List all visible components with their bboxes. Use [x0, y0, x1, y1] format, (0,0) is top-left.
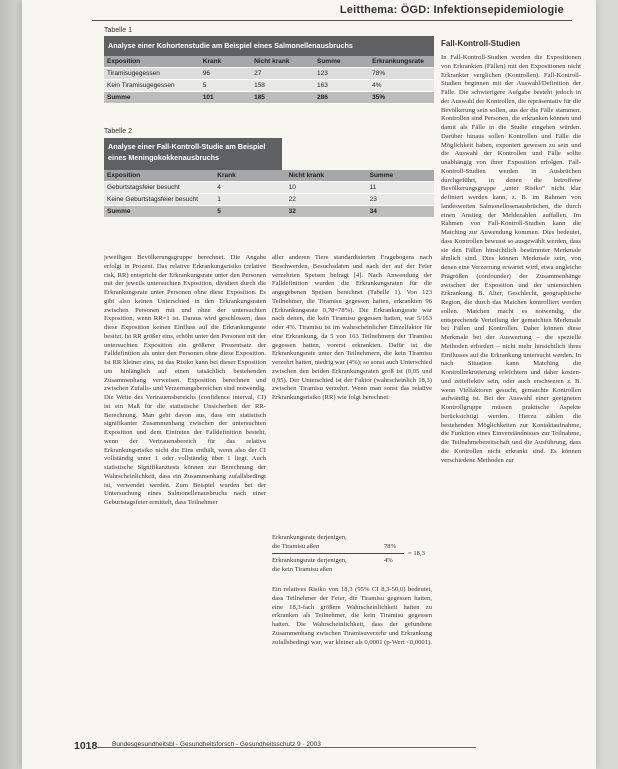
table-cell: 35% [372, 94, 386, 101]
table-row [104, 194, 434, 206]
document-page [22, 0, 596, 769]
formula-numerator-line1: Erkrankungsrate derjenigen, [272, 534, 347, 541]
table-cell: Summe [107, 94, 131, 101]
table-row [104, 80, 434, 92]
table-cell: 10 [288, 184, 296, 191]
table-cell: 32 [288, 208, 296, 215]
table-cell: Summe [107, 208, 131, 215]
table-cell: 22 [288, 196, 296, 203]
table-cell: Geburtstagsfeier besucht [107, 184, 180, 191]
table-cell: 4 [217, 184, 221, 191]
table-row [104, 182, 434, 194]
table-cell: 163 [316, 82, 328, 89]
middle-column-text-after-formula: Ein relatives Risiko von 18,3 (95% CI 8,3-50,0) bedeutet, dass Teilnehmer der Feier, die Tiramisu gegessen hatten, eine 18,3-fach größere Wahrscheinlichkeit hatten zu erkranken als Teilnehmer, die kein Tiramisu gegessen hatten. Die Wahrscheinlichkeit, dass der gefundene Zusammenhang zwischen Tiramisuverzehr und Erkrankung zufallsbedingt war, war kleiner als 0,0001 (p-Wert <0,0001). [272, 586, 432, 646]
table1-label: Tabelle 1 [104, 27, 133, 34]
table1-col-exposition: Exposition [107, 58, 141, 65]
fraction-bar [272, 553, 404, 554]
table-cell: 27 [254, 70, 262, 77]
table-cell: 4% [372, 82, 382, 89]
table2-col-krank: Krank [217, 172, 236, 179]
relative-risk-formula [272, 534, 442, 576]
table-cell: 34 [369, 208, 377, 215]
table2-header-row [104, 170, 434, 182]
table2-title: Analyse einer Fall-Kontroll-Studie am Beispiel eines Meningokokkenausbruchs [104, 138, 282, 166]
right-column-text: In Fall-Kontroll-Studien werden die Expositionen von Erkrankten (Fällen) mit den Expositionen nicht Erkrankter verglichen (Kontrollen). Fall-Kontroll-Studien beginnen mit der Auswahl/Definition der Fälle. Die schwierigere Aufgabe besteht jedoch in der Auswahl der Kontrollen, die repräsentativ für die Bevölkerung sein sollen, aus der die Fälle stammen. Kontrollen sind Personen, die erkranken können und damit als Fälle in die Studie eingehen würden. Darüber hinaus sollen Kontrollen und Fälle die Möglichkeit haben, exponiert gewesen zu sein und die Auswahl der Kontrollen und Fälle sollte unabhängig von ihrer Exposition erfolgen. Fall-Kontroll-Studien werden in Ausbrüchen durchgeführt, in denen die betroffene Bevölkerungsgruppe „unter Risiko“ nicht klar definiert werden kann, z. B. im Rahmen von landesweiten Salmonellosenausbrüchen, die durch einen Anstieg der Meldezahlen auffallen. Im Rahmen von Fall-Kontroll-Studien kann die Matching zur Anwendung kommen. Dies bedeutet, dass Kontrollen bewusst so ausgewählt werden, dass sie den Fällen hinsichtlich bestimmter Merkmale ähnlich sind. Dies können Merkmale sein, von denen eine Verzerrung erwartet wird, etwa ungleiche Prägrößen (confounder) der Zusammenhänge zwischen der Exposition und der untersuchten Erkrankung. B. Alter, Geschlecht, geographische Region, die durch das Matchen kontrolliert werden sollen. Matchen macht es notwendig, die entsprechende Verteilung der gematchten Merkmale bei Fällen und Kontrollen. Daher können diese Merkmale bei der Auswertung – die spezielle Methoden erfordert – nicht mehr hinsichtlich ihres Einflusses auf die Erkrankung untersucht werden. In nach Situation kann Matching die Kontrollrekrutierung erleichtern und daher kosten- und zeiteffektiv sein, oder auch erschweren z. B. wenn Vielfaktoren gesucht, gematchte Kontrollen aufwändig ist. Bei der Auswahl einer geeigneten Kontrollgruppe müssen praktische Aspekte berücksichtigt werden. Hierzu zählen die bestehenden Möglichkeiten zur Kontaktaufnahme, die Funktion eines Einverständnisses zur Teilnahme, die Teilnahmebereitschaft und die Ausführung, dass die Kontrollen nicht erkrankt sind. Es können verschiedene Methoden zur [441, 54, 581, 464]
table2 [104, 138, 434, 218]
table1-sum-row [104, 92, 434, 104]
formula-result: = 18,3 [408, 550, 425, 557]
table-cell: 286 [316, 94, 328, 101]
table2-col-summe: Summe [369, 172, 394, 179]
table2-sum-row [104, 206, 434, 218]
table2-col-nicht-krank: Nicht krank [288, 172, 324, 179]
table1-col-krank: Krank [202, 58, 222, 65]
table-cell: Tiramisugegessen [107, 70, 160, 77]
table1-col-summe: Summe [316, 58, 341, 65]
table-cell: 5 [217, 208, 221, 215]
table-cell: Kein Tiramisugegessen [107, 82, 175, 89]
table-cell: 185 [254, 94, 265, 101]
table1-title: Analyse einer Kohortenstudie am Beispiel eines Salmonellenausbruchs [104, 36, 434, 56]
table-row [104, 68, 434, 80]
table1 [104, 36, 434, 104]
table-cell: 11 [369, 184, 377, 191]
formula-numerator-line2: die Tiramisu aßen [272, 543, 320, 550]
formula-denominator-line1: Erkrankungsrate derjenigen, [272, 557, 347, 564]
table-cell: Keine Geburtstagsfeier besucht [107, 196, 199, 203]
table-cell: 96 [202, 70, 210, 77]
table2-col-exposition: Exposition [107, 172, 141, 179]
table-cell: 101 [202, 94, 214, 101]
right-column-title: Fall-Kontroll-Studien [441, 39, 521, 48]
page-gutter-shadow [0, 0, 22, 769]
middle-column-text: aller anderen Tiere standardisierten Fragebogens nach Beschwerden, Besuchsdaten und nach der auf der Feier verzehrten Speisen befragt [4]. Nach Anwendung der Falldefinition wurden die Erkrankungsraten für die angegebenen Speisen berechnet (Tabelle 1). Von 123 Teilnehmer, die Tiramisu gegessen hatten, erkrankten 96 (Erkrankungsrate 0,78=78%). Die Erkrankungsrate war nach denen, die kein Tiramisu gegessen hatten, war 5/163 oder 4%. Tiramisu ist im wahrscheinlicher Einzelfaktor für eine Erkrankung, da 5 von 163 Teilnehmern der Tiramisu gegessen hatten, vorerst erkrankten. Dafür ist die Erkrankungsrate unter den Teilnehmern, die kein Tiramisu verzehrt hatten, niedrig war (4%); so sonst auch Unterschied zwischen den beiden Erkrankungsraten groß ist (0,05 und 0,95). Der Unterschied ist der Faktor (wahrscheinlich 18,3) zwischen Tiramisu verzehrt. Wenn man sonst das relative Erkrankungsrisiko (RR) wie folgt berechnet: [272, 254, 432, 401]
table-cell: 158 [254, 82, 265, 89]
left-column-text: jeweiligen Bevölkerungsgruppe berechnet. Die Angabe erfolgt in Prozent. Das relative Erkrankungsrisiko (relative risk, RR) entspricht der Erkrankungsrate unter den Personen mit der jeweils untersuchten Exposition, dividiert durch die Erkrankungsrate unter Personen ohne diese Exposition. Es gibt also keinen Unterschied in den Erkrankungsraten zwischen Personen mit und ohne der untersuchten Exposition, wenn RR=1 ist. Daraus wird geschlossen, dass diese Exposition keinen Einfluss auf die Erkrankungsrate besitzt. Ist RR größer eins, erhöht unter den Personen mit der untersuchten Exposition ein größerer Prozentsatz der Falldefinition als unter den Personen ohne diese Exposition. Ist RR kleiner eins, ist das Risiko kann bei dieser Exposition um hinlänglich auf einen tatsächlich bestehenden Zusammenhang verweisen. Exposition berechnen und zwischen Zufalls- und Verzerrungsbereichen sind notwendig. Die Weite des Vertrauensbereichs (confidence interval, CI) ist ein Maß für die statistische Unsicherheit der RR-Berechnung. Man geht davon aus, dass ein statistisch signifikanter Zusammenhang zwischen der untersuchten Exposition und dem Eintreten der Falldefinition besteht, wenn der Vertrauensbereich für das relative Erkrankungsrisiko nicht die Eins enthält, wenn also der CI vollständig unter 1 oder vollständig über 1 liegt. Auch statistische Signifikanztests können zur Berechnung der Wahrscheinlichkeit, dass ein Zusammenhang zufallsbedingt ist, verwendet werden. Zum Beispiel wurden bei der Untersuchung eines Salmonellenausbruchs nach einer Geburtstagsfeier ermittelt, dass Teilnehmer [104, 254, 266, 506]
table-cell: 123 [316, 70, 328, 77]
formula-denominator-value: 4% [384, 557, 393, 564]
page-number: 1018 [74, 740, 98, 752]
formula-numerator-value: 78% [384, 543, 397, 550]
table-cell: 1 [217, 196, 221, 203]
table1-header-row [104, 56, 434, 68]
header-rule [92, 20, 572, 21]
table-cell: 78% [372, 70, 386, 77]
formula-denominator-line2: die kein Tiramisu aßen [272, 566, 333, 573]
table1-col-nicht-krank: Nicht krank [254, 58, 290, 65]
table-cell: 23 [369, 196, 377, 203]
table1-col-rate: Erkrankungsrate [372, 58, 424, 65]
table2-label: Tabelle 2 [104, 128, 133, 135]
running-header: Leitthema: ÖGD: Infektionsepidemiologie [339, 4, 564, 16]
footer-citation: Bundesgesundheitsbl - Gesundheitsforsch - Gesundheitsschutz 9 · 2003 [112, 741, 321, 748]
table-cell: 5 [202, 82, 207, 89]
